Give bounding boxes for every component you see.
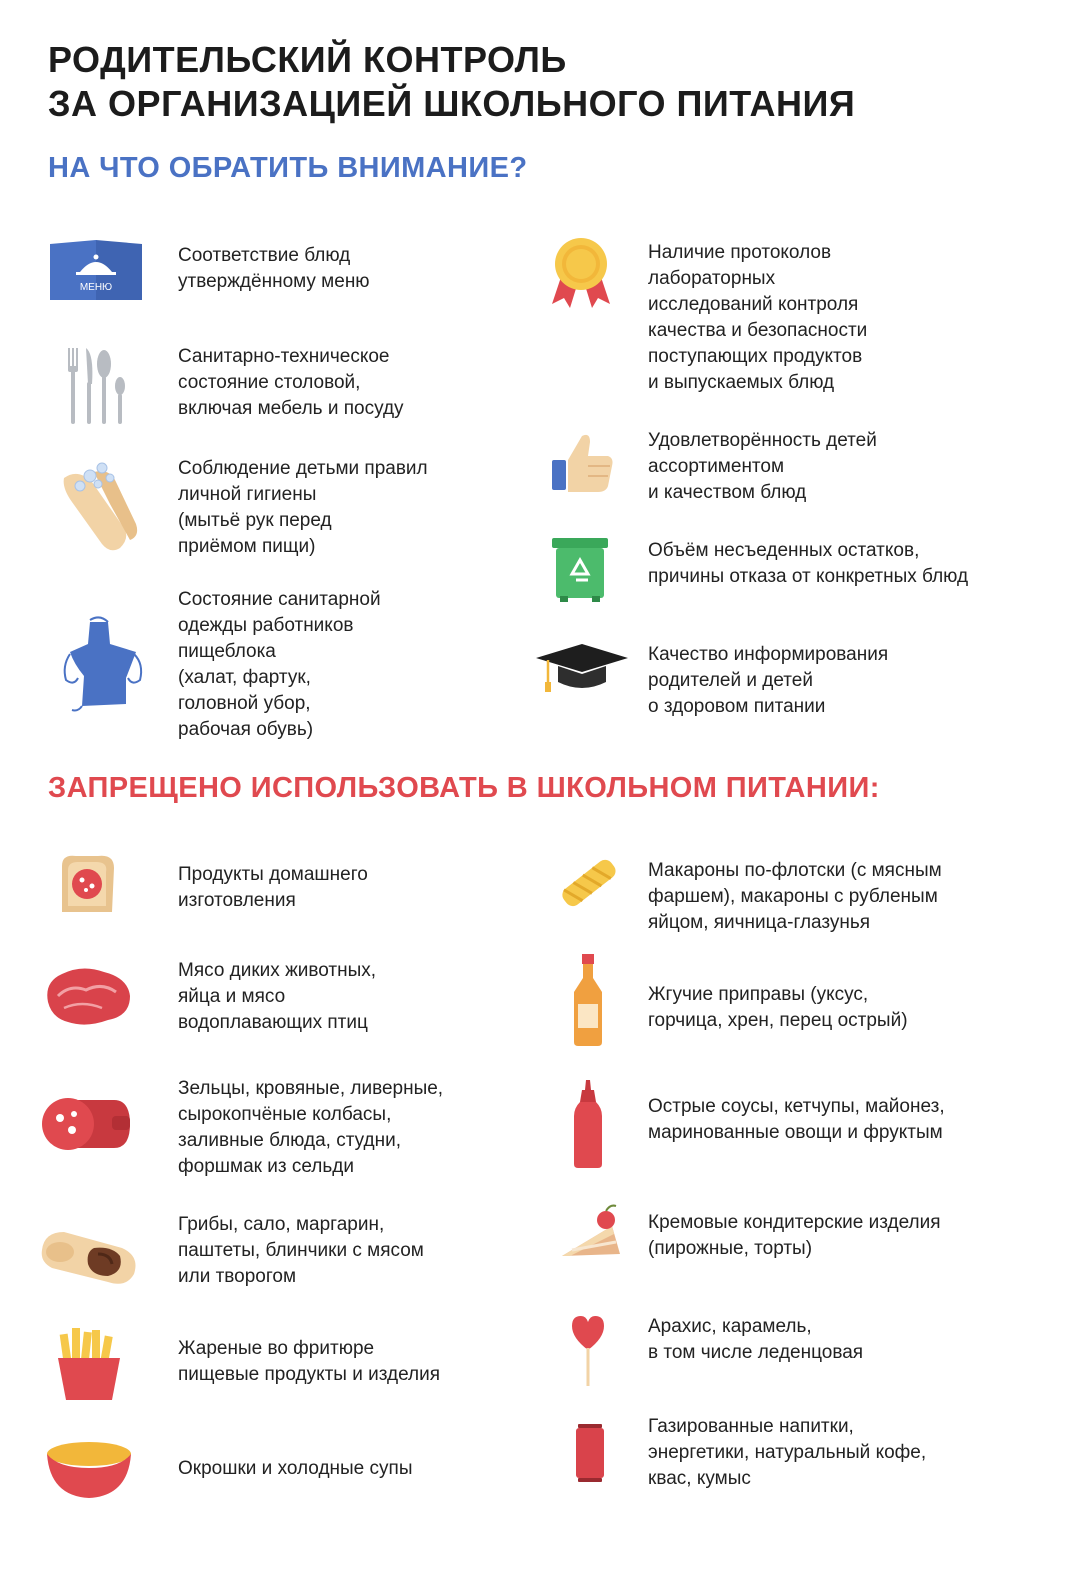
forbidden-item-pancakes: Грибы, сало, маргарин, паштеты, блинчики с мясом или творогом <box>178 1214 424 1287</box>
forbidden-item-spices: Жгучие приправы (уксус, горчица, хрен, перец острый) <box>648 984 908 1031</box>
soda-can-icon <box>574 1424 606 1487</box>
menu-icon-label: МЕНЮ <box>79 282 113 293</box>
homemade-sandwich-icon <box>56 852 118 921</box>
forbidden-heading: ЗАПРЕЩЕНО ИСПОЛЬЗОВАТЬ В ШКОЛЬНОМ ПИТАНИИ: <box>48 772 880 804</box>
pasta-icon <box>550 850 626 925</box>
attention-item-canteen: Санитарно-техническое состояние столовой, включая мебель и посуду <box>178 346 404 419</box>
graduation-cap-icon <box>536 640 628 701</box>
award-ribbon-icon <box>548 236 614 315</box>
attention-heading: НА ЧТО ОБРАТИТЬ ВНИМАНИЕ? <box>48 152 528 184</box>
attention-item-informing: Качество информирования родителей и детей о здоровом питании <box>648 644 889 717</box>
hand-wash-icon <box>54 458 140 559</box>
attention-item-menu: Соответствие блюд утверждённому меню <box>178 245 370 292</box>
attention-item-leftovers: Объём несъеденных остатков, причины отказа от конкретных блюд <box>648 540 969 587</box>
thumbs-up-icon <box>552 430 614 499</box>
attention-item-lab-reports: Наличие протоколов лабораторных исследований контроля качества и безопасности поступающих продуктов и выпускаемых блюд <box>648 242 868 393</box>
attention-item-uniform: Состояние санитарной одежды работников пищеблока (халат, фартук, головной убор, рабочая обувь) <box>178 589 381 740</box>
french-fries-icon <box>58 1328 120 1405</box>
forbidden-item-game-meat: Мясо диких животных, яйца и мясо водоплавающих птиц <box>178 960 377 1033</box>
forbidden-item-sauces: Острые соусы, кетчупы, майонез, маринованные овощи и фруктым <box>648 1096 945 1143</box>
stuffed-pancake-icon <box>38 1222 142 1295</box>
attention-item-hygiene: Соблюдение детьми правил личной гигиены (мытьё рук перед приёмом пищи) <box>178 458 428 557</box>
forbidden-item-deep-fried: Жареные во фритюре пищевые продукты и изделия <box>178 1338 441 1385</box>
apron-icon <box>60 614 146 717</box>
forbidden-item-sausages: Зельцы, кровяные, ливерные, сырокопчёные колбасы, заливные блюда, студни, форшмак из сельди <box>178 1078 444 1177</box>
page-title-line-1: РОДИТЕЛЬСКИЙ КОНТРОЛЬ <box>48 39 567 80</box>
forbidden-item-homemade: Продукты домашнего изготовления <box>178 864 368 911</box>
page-title-line-2: ЗА ОРГАНИЗАЦИЕЙ ШКОЛЬНОГО ПИТАНИЯ <box>48 83 856 124</box>
cutlery-icon <box>64 344 128 433</box>
forbidden-item-cream-pastry: Кремовые кондитерские изделия (пирожные, торты) <box>648 1212 941 1259</box>
sausage-icon <box>40 1096 132 1159</box>
forbidden-item-pasta: Макароны по-флотски (с мясным фаршем), макароны с рубленым яйцом, яичница-глазунья <box>648 860 942 933</box>
condiment-bottle-icon <box>570 954 606 1051</box>
forbidden-item-candy: Арахис, карамель, в том числе леденцовая <box>648 1316 864 1363</box>
forbidden-item-drinks: Газированные напитки, энергетики, натуральный кофе, квас, кумыс <box>648 1416 927 1489</box>
forbidden-item-cold-soups: Окрошки и холодные супы <box>178 1458 413 1479</box>
lollipop-icon <box>570 1314 606 1393</box>
recycle-bin-icon <box>552 536 608 607</box>
ketchup-bottle-icon <box>572 1080 604 1173</box>
soup-bowl-icon <box>46 1440 132 1505</box>
meat-steak-icon <box>42 962 132 1033</box>
page-title <box>48 38 855 126</box>
cake-slice-icon <box>560 1204 624 1265</box>
menu-icon <box>50 238 142 307</box>
attention-item-satisfaction: Удовлетворённость детей ассортиментом и качеством блюд <box>648 430 877 503</box>
